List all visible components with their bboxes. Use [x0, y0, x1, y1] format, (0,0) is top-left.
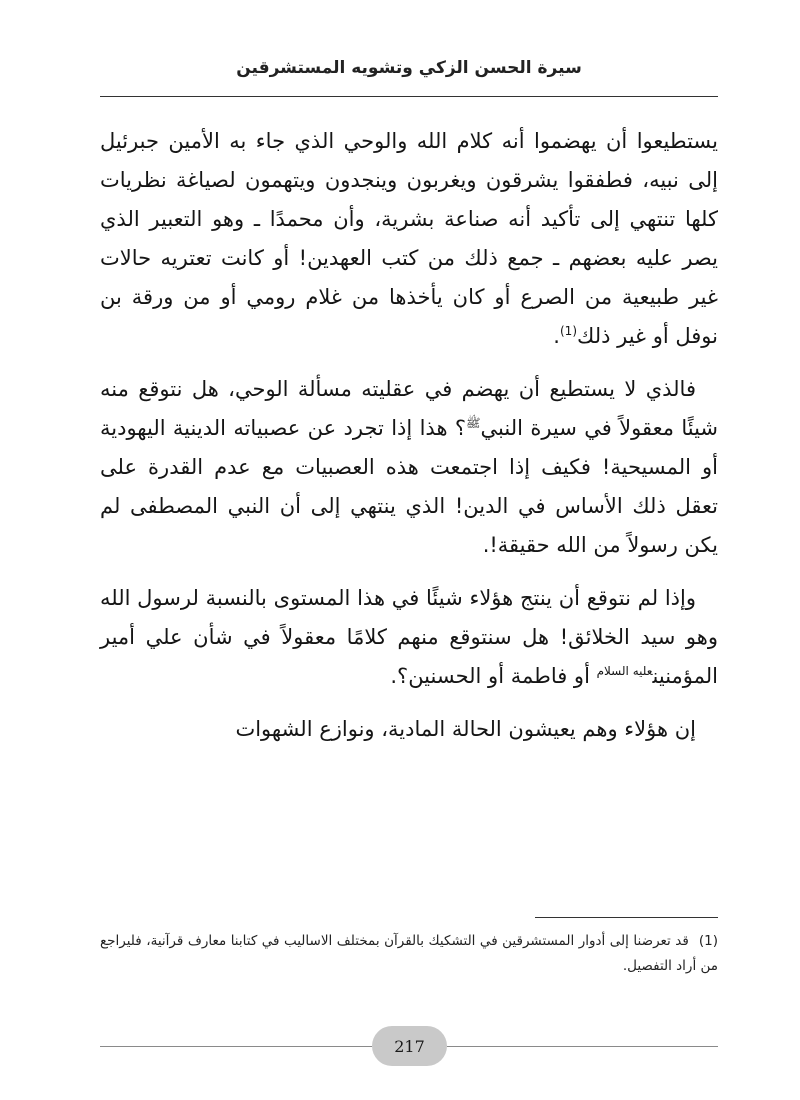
page-number-badge [372, 1026, 447, 1066]
footnote-number: (1) [698, 933, 718, 949]
folio-rule-left [100, 1046, 372, 1047]
folio-rule-right [447, 1046, 718, 1047]
paragraph-3-text-a: وإذا لم نتوقع أن ينتج هؤلاء شيئًا في هذا المستوى بالنسبة لرسول الله وهو سيد الخلائق! هل سنتوقع منهم كلامًا معقولاً في شأن علي أمير المؤمنين [100, 586, 718, 688]
paragraph-2 [100, 370, 718, 565]
footnote-separator [535, 917, 718, 918]
paragraph-3-text-b: أو فاطمة أو الحسنين؟. [390, 664, 597, 688]
footnote-text: قد تعرضنا إلى أدوار المستشرقين في التشكيك بالقرآن بمختلف الاساليب في كتابنا معارف قرآنية، فليراجع من أراد التفصيل. [100, 933, 718, 974]
paragraph-1-text: يستطيعوا أن يهضموا أنه كلام الله والوحي الذي جاء به الأمين جبرئيل إلى نبيه، فطفقوا يشرقون ويغربون وينجدون ويتهمون لصياغة نظريات كلها تنتهي إلى تأكيد أنه صناعة بشرية، وأن محمدًا ـ وهو التعبير الذي يصر عليه بعضهم ـ جمع ذلك من كتب العهدين! أو كانت تعتريه حالات غير طبيعية من الصرع أو كان يأخذها من غلام رومي أو من ورقة بن نوفل أو غير ذلك [100, 129, 718, 348]
paragraph-2-text-b: ؟ هذا إذا تجرد عن عصبياته الدينية اليهودية أو المسيحية! فكيف إذا اجتمعت هذه العصبيات مع عدم القدرة على تعقل ذلك الأساس في الدين! الذي ينتهي إلى أن النبي المصطفى لم يكن رسولاً من الله حقيقة!. [100, 416, 718, 557]
paragraph-2-text-a: فالذي لا يستطيع أن يهضم في عقليته مسألة الوحي، هل نتوقع منه شيئًا معقولاً في سيرة النبي [100, 377, 718, 440]
paragraph-3 [100, 579, 718, 696]
paragraph-4: إن هؤلاء وهم يعيشون الحالة المادية، ونوازع الشهوات [235, 717, 696, 741]
honorific-prophet: ﷺ [466, 416, 481, 430]
body-text [100, 122, 718, 763]
footnote-reference[interactable]: (1) [559, 324, 577, 338]
honorific-imam: عليه السلام [596, 664, 653, 678]
page-number: 217 [394, 1036, 425, 1056]
header-rule [100, 96, 718, 97]
paragraph-1 [100, 122, 718, 356]
running-header: سيرة الحسن الزكي وتشويه المستشرقين [236, 58, 582, 78]
paragraph-1-end: . [553, 324, 560, 348]
footnote [100, 929, 718, 979]
